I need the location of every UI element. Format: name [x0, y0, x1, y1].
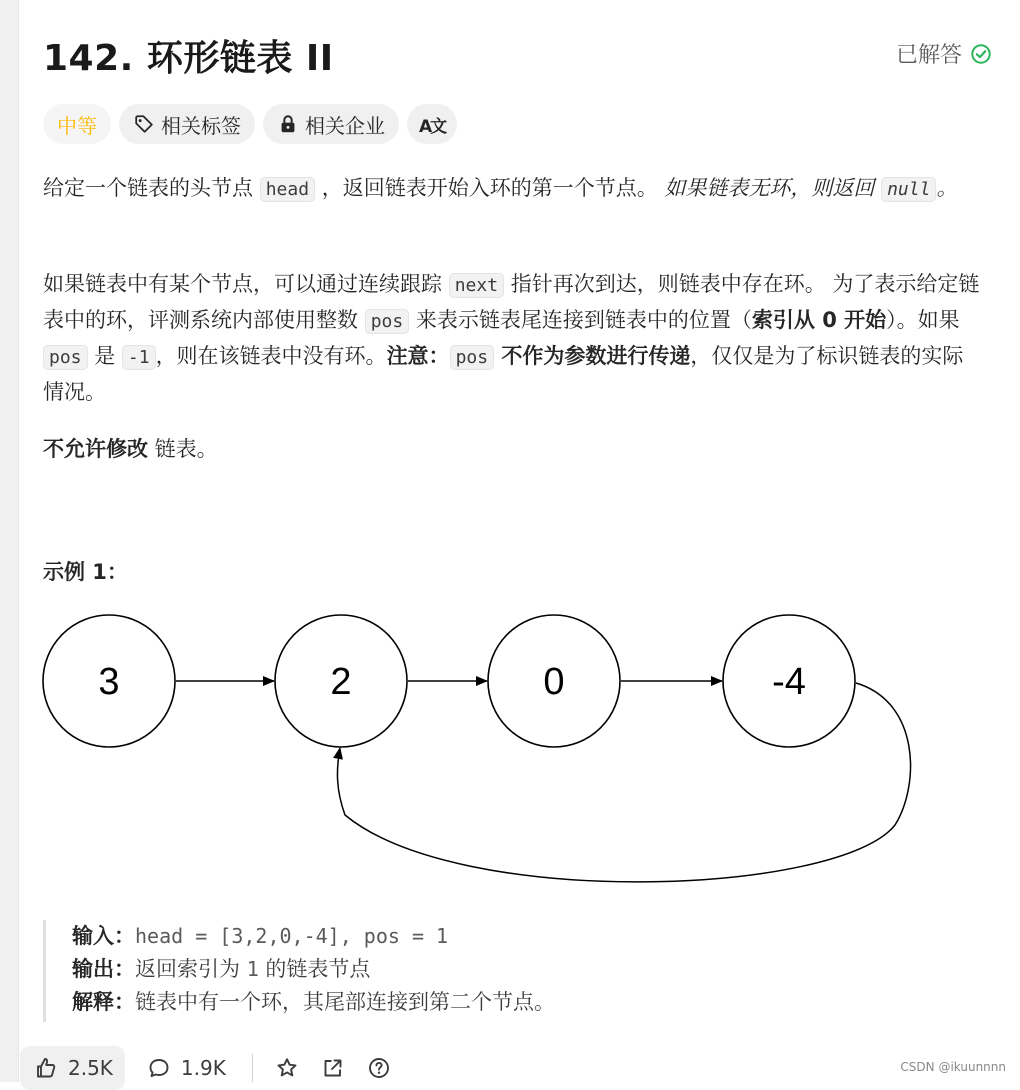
- help-button[interactable]: [367, 1056, 391, 1080]
- example-explanation-line: 解释：链表中有一个环，其尾部连接到第二个节点。: [72, 990, 555, 1014]
- description-paragraph-2: 如果链表中有某个节点，可以通过连续跟踪 next 指针再次到达，则链表中存在环。 为了表示给定链表中的环，评测系统内部使用整数 pos 来表示链表尾连接到链表中的位置（索引从 0 开始）。如果 pos 是 -1 ，则在该链表中没有环。注意： pos 不作为参数进行传递，仅仅是为了标识链表的实际情况。: [43, 272, 980, 404]
- solved-status: [896, 38, 992, 69]
- related-tags-label: 相关标签: [161, 113, 241, 138]
- node-2: [488, 615, 620, 747]
- difficulty-badge: 中等: [43, 104, 111, 144]
- star-icon: [275, 1056, 299, 1080]
- node-0: [43, 615, 175, 747]
- share-button[interactable]: [321, 1056, 345, 1080]
- related-tags-button[interactable]: [119, 104, 255, 144]
- code-null: null: [881, 177, 936, 202]
- svg-text:3: 3: [98, 661, 120, 703]
- linked-list-diagram: [40, 610, 930, 900]
- share-icon: [321, 1056, 345, 1080]
- problem-title: 142. 环形链表 II: [43, 38, 334, 79]
- example-input-line: 输入：head = [3,2,0,-4], pos = 1: [72, 924, 449, 948]
- like-button[interactable]: [20, 1046, 125, 1090]
- related-companies-label: 相关企业: [305, 113, 385, 138]
- code-head: head: [260, 177, 315, 202]
- solved-label: 已解答: [895, 43, 962, 68]
- thumbs-up-icon: [34, 1056, 58, 1080]
- bottom-action-bar: [20, 1044, 1020, 1082]
- check-circle-icon: [970, 43, 992, 65]
- left-panel-edge: [0, 0, 19, 1082]
- like-count: 2.5K: [68, 1056, 113, 1080]
- example-output-line: 输出：返回索引为 1 的链表节点: [72, 957, 371, 981]
- code-pos: pos: [365, 309, 410, 334]
- example-title: 示例 1：: [43, 560, 128, 584]
- description-paragraph-3: 不允许修改 链表。: [43, 437, 218, 461]
- code-neg-one: -1: [122, 345, 156, 370]
- divider: [252, 1054, 253, 1082]
- translate-icon: A文: [419, 116, 446, 137]
- svg-text:0: 0: [543, 661, 565, 703]
- svg-text:-4: -4: [772, 661, 806, 703]
- code-next: next: [449, 273, 504, 298]
- lock-icon: [277, 113, 299, 135]
- example-block: [43, 920, 972, 1022]
- comments-button[interactable]: [147, 1056, 226, 1080]
- node-3: [723, 615, 855, 747]
- tag-icon: [133, 113, 155, 135]
- code-pos: pos: [43, 345, 88, 370]
- tag-row: [43, 104, 457, 144]
- comment-count: 1.9K: [180, 1056, 226, 1080]
- description-paragraph-1: 给定一个链表的头节点 head ，返回链表开始入环的第一个节点。 如果链表无环，则返回 null 。: [43, 176, 958, 200]
- svg-text:2: 2: [330, 661, 352, 703]
- question-icon: [367, 1056, 391, 1080]
- code-pos: pos: [450, 345, 495, 370]
- favorite-button[interactable]: [275, 1056, 299, 1080]
- related-companies-button[interactable]: [263, 104, 399, 144]
- node-1: [275, 615, 407, 747]
- translate-button[interactable]: [407, 104, 457, 144]
- comment-icon: [147, 1056, 171, 1080]
- watermark: CSDN @ikuunnnn: [900, 1060, 1006, 1074]
